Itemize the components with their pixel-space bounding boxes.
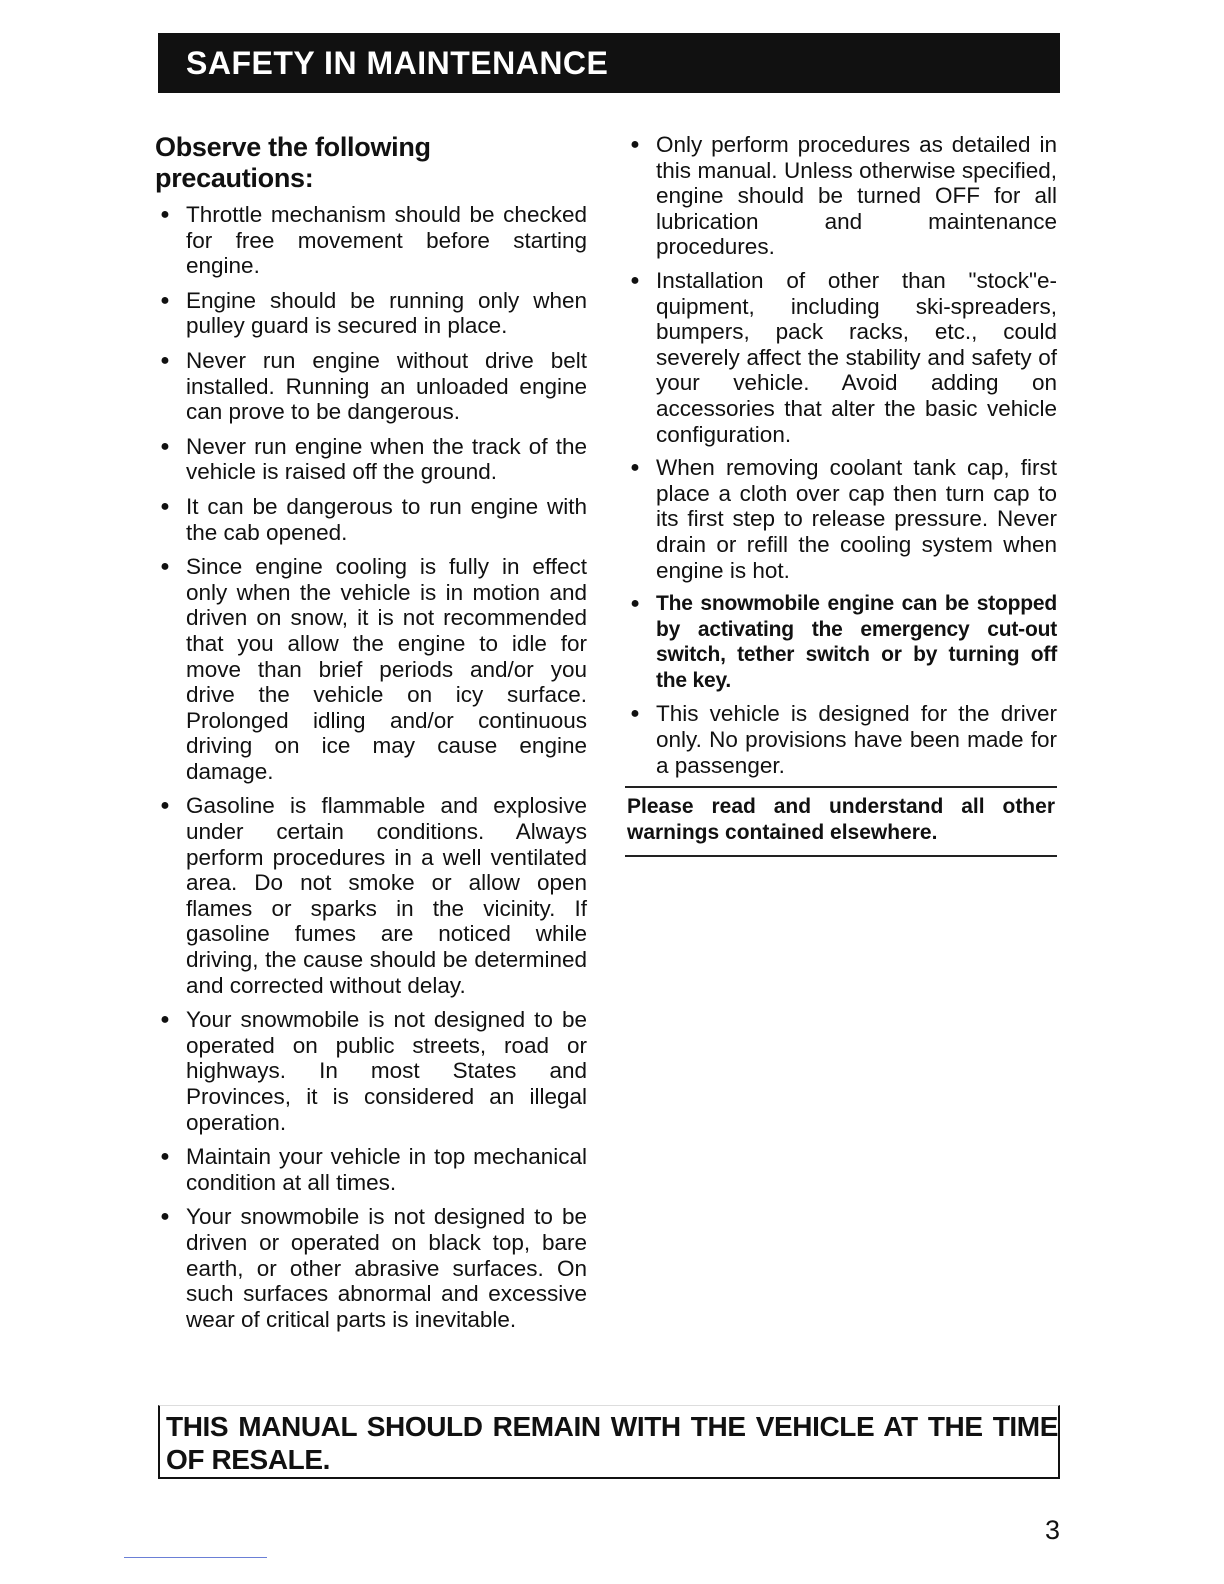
list-item-text: Since engine cooling is fully in effect only when the vehicle is in motion and driven on snow, it is not recommended that you allow the engine to idle for move than brief periods and/or you drive the vehicle on icy surface. Prolonged idling and/or continuous driving on ice may cause engine damage. (186, 554, 587, 784)
page-title: SAFETY IN MAINTENANCE (186, 44, 609, 81)
list-item-text: It can be dangerous to run engine with the cab opened. (186, 493, 587, 545)
list-item (155, 288, 587, 339)
list-item (155, 1204, 587, 1332)
list-item (625, 455, 1057, 583)
bullet-icon: ● (160, 1148, 170, 1166)
bullet-icon: ● (160, 206, 170, 223)
list-item (155, 202, 587, 279)
list-item-text: Gasoline is flammable and explosive under certain conditions. Always perform procedures in a well ventilated area. Do not smoke or allow open flames or sparks in the vicinity. If gasoline fumes are noticed while driving, the cause should be determined and corrected without delay. (186, 793, 587, 998)
precautions-list-left (155, 202, 587, 1332)
list-item-text: The snowmobile engine can be stopped by activating the emergency cut-out switch, tether switch or by turning off the key. (656, 592, 1057, 692)
list-item-text: Installation of other than "stock"equipment, including ski-spreaders, bumpers, pack racks, etc., could severely affect the stability and safety of your vehicle. Avoid adding on accessories that alter the basic vehicle configuration. (656, 267, 1057, 447)
list-item (155, 554, 587, 784)
list-item (155, 793, 587, 998)
list-item (625, 268, 1057, 447)
resale-notice-box (158, 1405, 1060, 1479)
bullet-icon: ● (160, 437, 170, 455)
list-item (625, 132, 1057, 260)
bullet-icon: ● (160, 797, 170, 815)
list-item-text: Only perform procedures as detailed in this manual. Unless otherwise specified, engine should be turned OFF for all lubrication and maintenance procedures. (656, 132, 1057, 260)
bullet-icon: ● (160, 1208, 170, 1226)
list-item-text: Your snowmobile is not designed to be driven or operated on black top, bare earth, or other abrasive surfaces. On such surfaces abnormal and excessive wear of critical parts is inevitable. (186, 1204, 587, 1332)
section-header-bar (158, 33, 1060, 93)
list-item-text: Never run engine without drive belt installed. Running an unloaded engine can prove to be dangerous. (186, 347, 587, 425)
bullet-icon: ● (160, 497, 170, 515)
list-item-text: When removing coolant tank cap, first place a cloth over cap then turn cap to its first step to release pressure. Never drain or refill the cooling system when engine is hot. (656, 455, 1057, 583)
warnings-note: Please read and understand all other warnings contained elsewhere. (625, 786, 1057, 857)
bullet-icon: ● (630, 136, 640, 153)
left-column (155, 132, 587, 1341)
bullet-icon: ● (160, 558, 170, 576)
bullet-icon: ● (160, 1011, 170, 1029)
page-number: 3 (1044, 1515, 1060, 1545)
list-item-text: Your snowmobile is not designed to be operated on public streets, road or highways. In most States and Provinces, it is considered an illegal operation. (186, 1007, 587, 1135)
precautions-heading: Observe the following precautions: (155, 132, 431, 193)
list-item-text: Throttle mechanism should be checked for free movement before starting engine. (186, 202, 587, 279)
right-column (625, 132, 1057, 857)
bullet-icon: ● (630, 271, 640, 289)
resale-notice: THIS MANUAL SHOULD REMAIN WITH THE VEHICLE AT THE TIME OF RESALE. (166, 1411, 1058, 1475)
list-item (155, 348, 587, 425)
bullet-icon: ● (630, 595, 640, 613)
list-item (155, 434, 587, 485)
footer-divider (124, 1557, 267, 1558)
list-item (155, 1007, 587, 1135)
list-item-text: Never run engine when the track of the vehicle is raised off the ground. (186, 433, 587, 485)
bullet-icon: ● (630, 459, 640, 477)
precautions-list-right (625, 132, 1057, 778)
bullet-icon: ● (160, 351, 170, 369)
list-item-text: Engine should be running only when pulley guard is secured in place. (186, 287, 587, 339)
list-item-text: Maintain your vehicle in top mechanical condition at all times. (186, 1144, 587, 1195)
list-item-emergency-stop (625, 591, 1057, 693)
list-item (155, 1144, 587, 1195)
list-item (155, 494, 587, 545)
list-item-text: This vehicle is designed for the driver only. No provisions have been made for a passenger. (656, 701, 1057, 778)
bullet-icon: ● (630, 705, 640, 723)
bullet-icon: ● (160, 291, 170, 309)
list-item (625, 701, 1057, 778)
